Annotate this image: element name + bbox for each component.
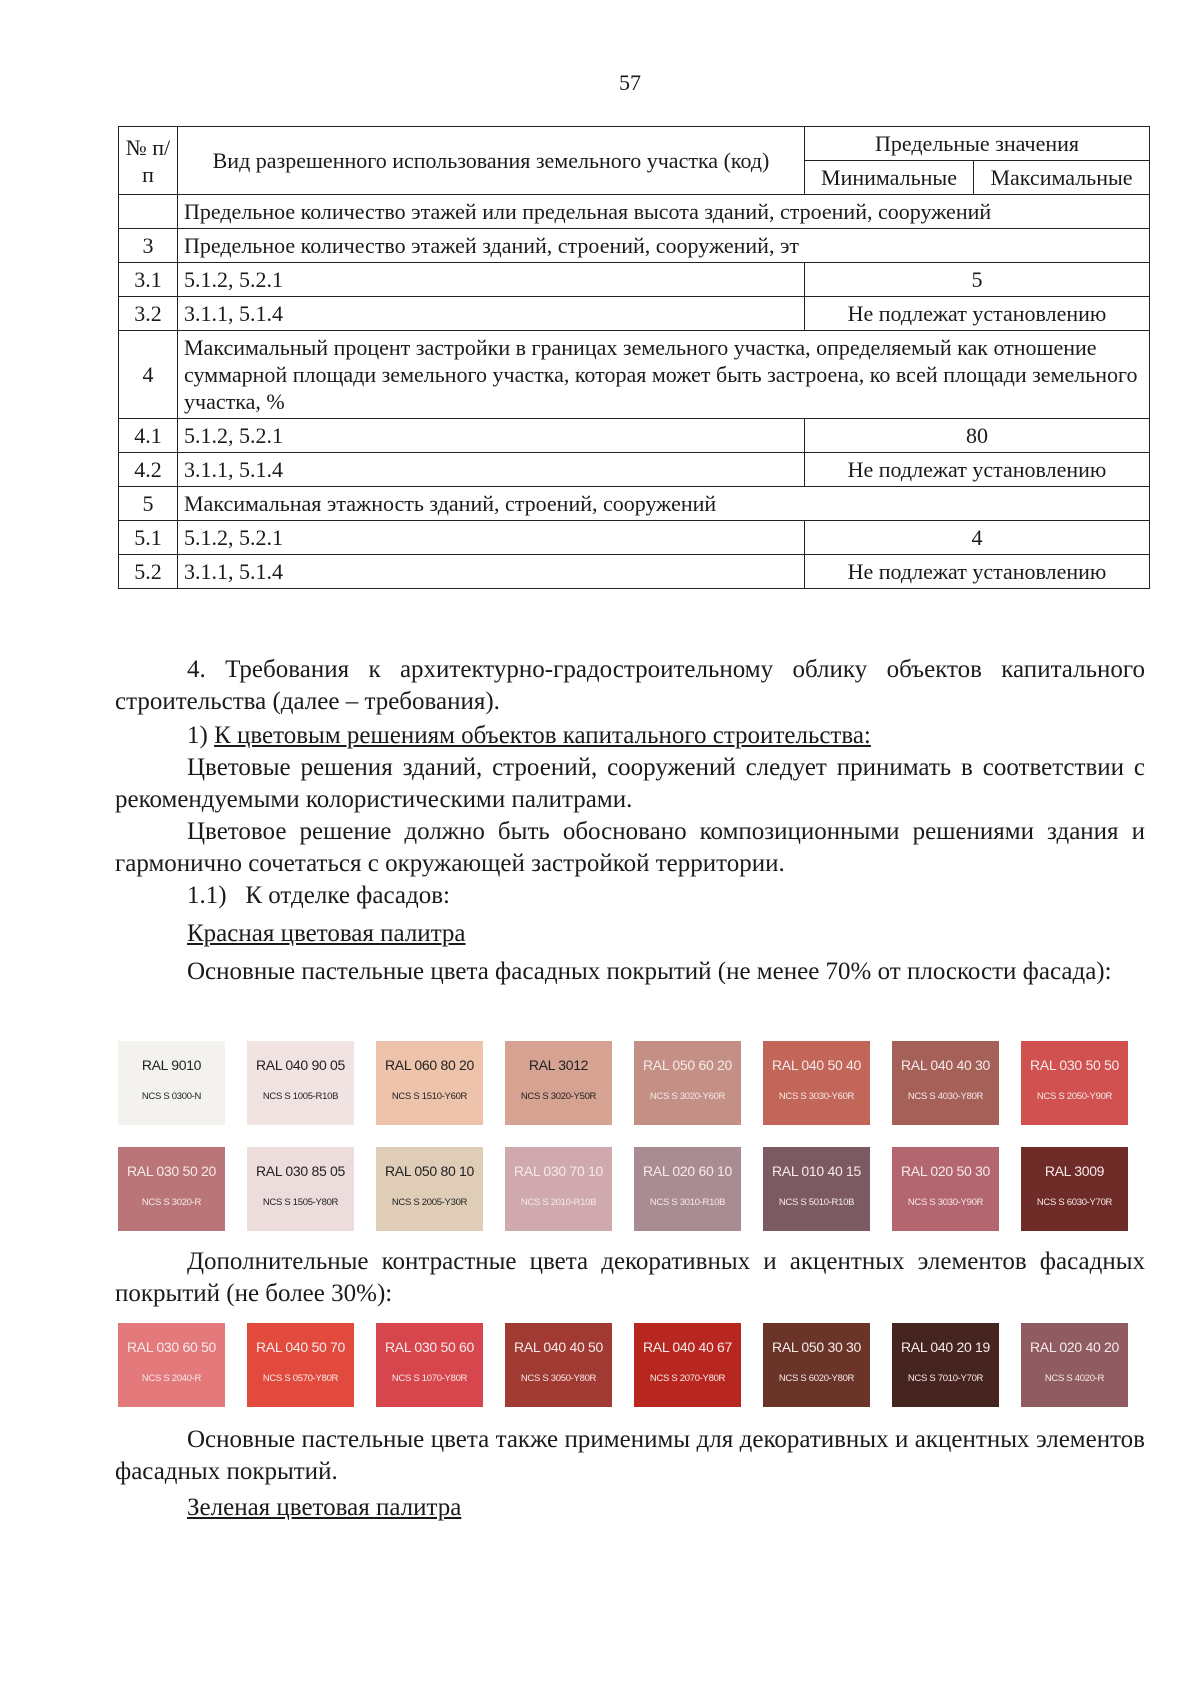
color-swatch xyxy=(118,1147,225,1231)
swatch-ral-code: RAL 020 60 10 xyxy=(643,1163,732,1179)
paragraph-color-solutions: Цветовые решения зданий, строений, сооружений следует принимать в соответствии с рекомендуемыми колористическими палитрами. xyxy=(115,754,1145,813)
swatch-ncs-code: NCS S 2040-R xyxy=(141,1373,202,1384)
swatch-ral-code: RAL 040 20 19 xyxy=(901,1339,990,1355)
swatch-ral-code: RAL 9010 xyxy=(141,1057,202,1073)
swatch-ral-code: RAL 030 70 10 xyxy=(514,1163,603,1179)
swatch-ncs-code: NCS S 3010-R10B xyxy=(649,1197,726,1208)
color-swatch xyxy=(1021,1041,1128,1125)
row-value: 4 xyxy=(805,521,1150,555)
table-row xyxy=(119,487,1150,521)
row-text: Максимальная этажность зданий, строений, сооружений xyxy=(178,487,1150,521)
swatch-grid-main-row1 xyxy=(118,1041,1128,1125)
row-value: 5 xyxy=(805,263,1150,297)
row-text: 5.1.2, 5.2.1 xyxy=(178,521,805,555)
swatch-ral-code: RAL 050 60 20 xyxy=(643,1057,732,1073)
paragraph-requirements: 4. Требования к архитектурно-градостроительному облику объектов капитального строительства (далее – требования). xyxy=(115,656,1145,715)
green-palette-title: Зеленая цветовая палитра xyxy=(187,1494,462,1521)
paragraph-applicability: Основные пастельные цвета также применимы для декоративных и акцентных элементов фасадных покрытий. xyxy=(115,1426,1145,1485)
table-row xyxy=(119,419,1150,453)
swatch-ncs-code: NCS S 1505-Y80R xyxy=(262,1197,339,1208)
swatch-ral-code: RAL 030 50 20 xyxy=(127,1163,216,1179)
swatch-ncs-code: NCS S 2050-Y90R xyxy=(1036,1091,1113,1102)
swatch-ral-code: RAL 020 40 20 xyxy=(1030,1339,1119,1355)
row-value: Не подлежат установлению xyxy=(805,297,1150,331)
row-num: 5.1 xyxy=(119,521,178,555)
paragraph-red-palette xyxy=(115,918,1145,950)
paragraph-color-heading-num: 1) xyxy=(187,722,208,749)
swatch-ncs-code: NCS S 4020-R xyxy=(1044,1373,1105,1384)
red-palette-title: Красная цветовая палитра xyxy=(187,920,466,947)
paragraph-color-justification: Цветовое решение должно быть обосновано композиционными решениями здания и гармонично сочетаться с окружающей застройкой территории. xyxy=(115,818,1145,877)
swatch-ral-code: RAL 3009 xyxy=(1044,1163,1105,1179)
header-max: Максимальные xyxy=(974,161,1150,195)
swatch-ncs-code: NCS S 7010-Y70R xyxy=(907,1373,984,1384)
swatch-ral-code: RAL 030 50 50 xyxy=(1030,1057,1119,1073)
color-swatch xyxy=(892,1041,999,1125)
row-num: 3.1 xyxy=(119,263,178,297)
swatch-ral-code: RAL 040 40 50 xyxy=(514,1339,603,1355)
paragraph-green-palette xyxy=(115,1492,1145,1524)
table-row xyxy=(119,195,1150,229)
row-num: 3 xyxy=(119,229,178,263)
color-swatch xyxy=(247,1323,354,1407)
paragraph-color-heading xyxy=(115,720,1145,752)
section-title: Предельное количество этажей или предельная высота зданий, строений, сооружений xyxy=(178,195,1150,229)
header-limits: Предельные значения xyxy=(805,127,1150,161)
row-value: Не подлежат установлению xyxy=(805,453,1150,487)
limits-table xyxy=(118,126,1150,589)
swatch-ral-code: RAL 030 50 60 xyxy=(385,1339,474,1355)
color-swatch xyxy=(763,1323,870,1407)
swatch-ncs-code: NCS S 2010-R10B xyxy=(520,1197,597,1208)
swatch-ncs-code: NCS S 3020-Y60R xyxy=(649,1091,726,1102)
row-num: 5 xyxy=(119,487,178,521)
color-swatch xyxy=(118,1323,225,1407)
color-swatch xyxy=(763,1147,870,1231)
table-row xyxy=(119,555,1150,589)
table-row xyxy=(119,521,1150,555)
row-num: 3.2 xyxy=(119,297,178,331)
swatch-ncs-code: NCS S 1510-Y60R xyxy=(391,1091,468,1102)
swatch-ral-code: RAL 060 80 20 xyxy=(385,1057,474,1073)
swatch-ral-code: RAL 040 40 67 xyxy=(643,1339,732,1355)
swatch-ncs-code: NCS S 3030-Y90R xyxy=(907,1197,984,1208)
color-swatch xyxy=(763,1041,870,1125)
header-num: № п/п xyxy=(119,127,178,195)
color-swatch xyxy=(892,1323,999,1407)
color-swatch xyxy=(247,1041,354,1125)
color-swatch xyxy=(118,1041,225,1125)
swatch-ncs-code: NCS S 0570-Y80R xyxy=(262,1373,339,1384)
color-swatch xyxy=(892,1147,999,1231)
swatch-ral-code: RAL 040 50 70 xyxy=(256,1339,345,1355)
color-swatch xyxy=(1021,1323,1128,1407)
swatch-ral-code: RAL 030 60 50 xyxy=(127,1339,216,1355)
swatch-ral-code: RAL 3012 xyxy=(528,1057,589,1073)
row-text: Максимальный процент застройки в границах земельного участка, определяемый как отношение суммарной площади земельного участка, которая может быть застроена, ко всей площади земельного участка, % xyxy=(178,331,1150,419)
color-swatch xyxy=(505,1041,612,1125)
table-row xyxy=(119,297,1150,331)
paragraph-accent-colors: Дополнительные контрастные цвета декоративных и акцентных элементов фасадных покрытий (не более 30%): xyxy=(115,1248,1145,1307)
swatch-ral-code: RAL 040 90 05 xyxy=(256,1057,345,1073)
swatch-ral-code: RAL 020 50 30 xyxy=(901,1163,990,1179)
color-swatch xyxy=(1021,1147,1128,1231)
row-num: 4.2 xyxy=(119,453,178,487)
table-row xyxy=(119,263,1150,297)
color-swatch xyxy=(376,1041,483,1125)
swatch-ncs-code: NCS S 2070-Y80R xyxy=(649,1373,726,1384)
swatch-ncs-code: NCS S 2005-Y30R xyxy=(391,1197,468,1208)
table-row xyxy=(119,331,1150,419)
color-swatch xyxy=(505,1147,612,1231)
header-min: Минимальные xyxy=(805,161,974,195)
color-swatch xyxy=(634,1041,741,1125)
swatch-ncs-code: NCS S 4030-Y80R xyxy=(907,1091,984,1102)
swatch-grid-main-row2 xyxy=(118,1147,1128,1231)
row-text: 3.1.1, 5.1.4 xyxy=(178,453,805,487)
color-swatch xyxy=(505,1323,612,1407)
page-number: 57 xyxy=(619,70,641,95)
swatch-ral-code: RAL 040 50 40 xyxy=(772,1057,861,1073)
swatch-grid-accent xyxy=(118,1323,1128,1407)
swatch-ncs-code: NCS S 6020-Y80R xyxy=(778,1373,855,1384)
row-text: 5.1.2, 5.2.1 xyxy=(178,263,805,297)
row-value: Не подлежат установлению xyxy=(805,555,1150,589)
paragraph-facade-heading: 1.1) К отделке фасадов: xyxy=(187,882,450,909)
swatch-ncs-code: NCS S 0300-N xyxy=(141,1091,202,1102)
color-swatch xyxy=(247,1147,354,1231)
color-swatch xyxy=(376,1147,483,1231)
row-text: 3.1.1, 5.1.4 xyxy=(178,555,805,589)
row-num: 4 xyxy=(119,331,178,419)
row-value: 80 xyxy=(805,419,1150,453)
paragraph-main-colors: Основные пастельные цвета фасадных покрытий (не менее 70% от плоскости фасада): xyxy=(187,958,1112,985)
color-swatch xyxy=(634,1323,741,1407)
swatch-ncs-code: NCS S 3020-Y50R xyxy=(520,1091,597,1102)
swatch-ral-code: RAL 010 40 15 xyxy=(772,1163,861,1179)
row-text: Предельное количество этажей зданий, строений, сооружений, эт xyxy=(178,229,1150,263)
row-num: 5.2 xyxy=(119,555,178,589)
swatch-ncs-code: NCS S 1005-R10B xyxy=(262,1091,339,1102)
paragraph-color-heading-title: К цветовым решениям объектов капитального строительства: xyxy=(214,722,871,749)
swatch-ncs-code: NCS S 3020-R xyxy=(141,1197,202,1208)
color-swatch xyxy=(376,1323,483,1407)
table-header-row xyxy=(119,127,1150,161)
swatch-ncs-code: NCS S 5010-R10B xyxy=(778,1197,855,1208)
color-swatch xyxy=(634,1147,741,1231)
swatch-ncs-code: NCS S 3030-Y60R xyxy=(778,1091,855,1102)
swatch-ral-code: RAL 030 85 05 xyxy=(256,1163,345,1179)
swatch-ncs-code: NCS S 6030-Y70R xyxy=(1036,1197,1113,1208)
swatch-ral-code: RAL 050 30 30 xyxy=(772,1339,861,1355)
swatch-ral-code: RAL 040 40 30 xyxy=(901,1057,990,1073)
swatch-ncs-code: NCS S 1070-Y80R xyxy=(391,1373,468,1384)
header-kind: Вид разрешенного использования земельного участка (код) xyxy=(178,127,805,195)
table-row xyxy=(119,453,1150,487)
swatch-ncs-code: NCS S 3050-Y80R xyxy=(520,1373,597,1384)
row-text: 5.1.2, 5.2.1 xyxy=(178,419,805,453)
table-row xyxy=(119,229,1150,263)
row-text: 3.1.1, 5.1.4 xyxy=(178,297,805,331)
swatch-ral-code: RAL 050 80 10 xyxy=(385,1163,474,1179)
row-num: 4.1 xyxy=(119,419,178,453)
